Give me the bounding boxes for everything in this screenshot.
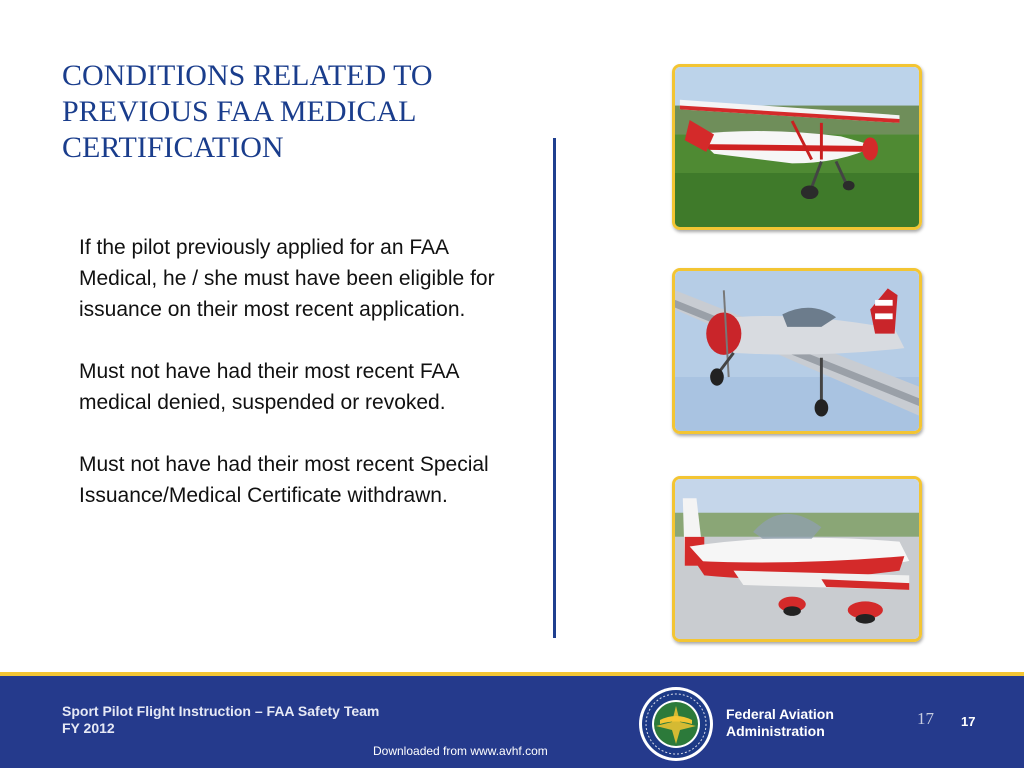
vertical-divider <box>553 138 556 638</box>
source-credit: Downloaded from www.avhf.com <box>373 744 548 758</box>
course-title-line: Sport Pilot Flight Instruction – FAA Safety Team <box>62 703 380 719</box>
high-wing-airplane-on-grass-photo <box>675 67 919 227</box>
white-red-airplane-on-ramp-photo <box>675 479 919 639</box>
footer-course-title <box>62 703 482 737</box>
paragraph-denied: Must not have had their most recent FAA medical denied, suspended or revoked. <box>79 360 459 414</box>
slide-body <box>79 232 499 542</box>
agency-name-line-2: Administration <box>726 723 825 739</box>
paragraph-eligibility: If the pilot previously applied for an FAA Medical, he / she must have been eligible for issuance on their most recent application. <box>79 236 495 321</box>
fiscal-year-label: FY 2012 <box>62 720 115 736</box>
paragraph-withdrawn: Must not have had their most recent Special Issuance/Medical Certificate withdrawn. <box>79 453 489 507</box>
airplane-photo-1 <box>672 64 922 230</box>
slide-number: 17 <box>917 709 934 728</box>
agency-name <box>726 706 834 740</box>
airplane-photo-3 <box>672 476 922 642</box>
airplane-photo-2 <box>672 268 922 434</box>
agency-name-line-1: Federal Aviation <box>726 706 834 722</box>
slide-number-bold: 17 <box>961 714 976 729</box>
low-wing-airplane-in-flight-photo <box>675 271 919 431</box>
slide-title: CONDITIONS RELATED TO PREVIOUS FAA MEDICAL CERTIFICATION <box>62 59 433 164</box>
faa-seal-icon <box>638 686 714 762</box>
